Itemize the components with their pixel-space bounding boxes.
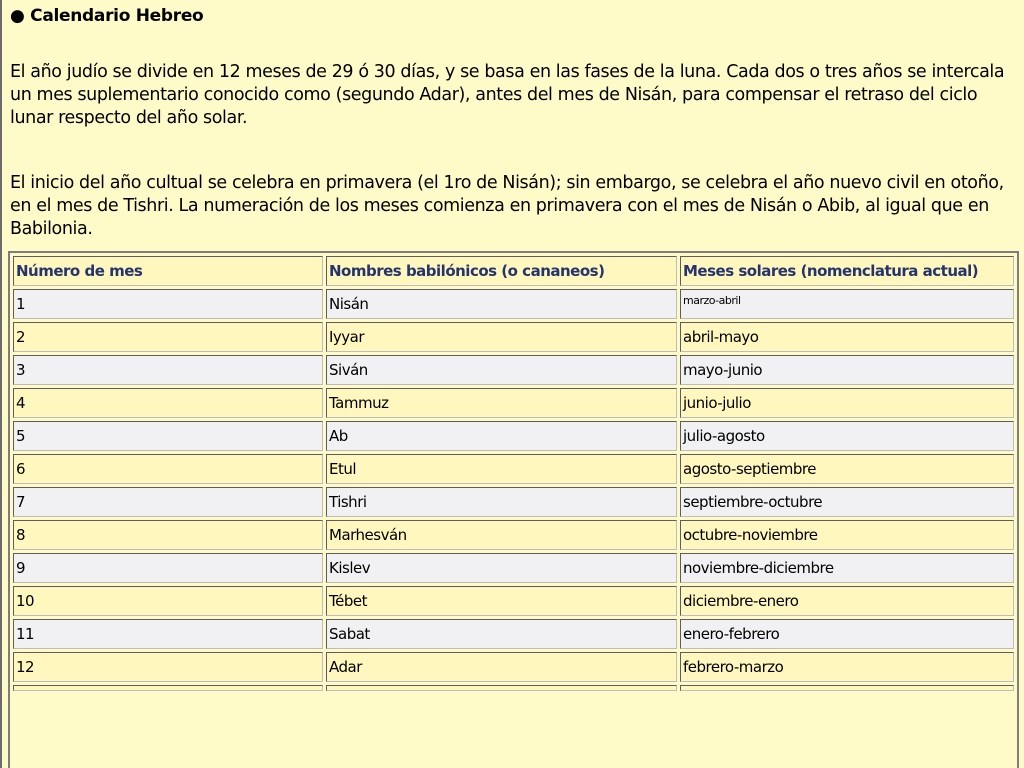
month-number-cell: 10	[13, 586, 323, 616]
month-number-cell: 11	[13, 619, 323, 649]
solar-months-cell: diciembre-enero	[680, 586, 1014, 616]
solar-months-cell: mayo-junio	[680, 355, 1014, 385]
month-number-cell: 9	[13, 553, 323, 583]
babylonian-name-cell: Siván	[326, 355, 677, 385]
month-number-cell: 7	[13, 487, 323, 517]
babylonian-name-cell: Kislev	[326, 553, 677, 583]
babylonian-name-cell: Ab	[326, 421, 677, 451]
table-row	[13, 553, 1014, 583]
months-table	[10, 253, 1017, 694]
babylonian-name-cell: Tishri	[326, 487, 677, 517]
month-number-cell: 8	[13, 520, 323, 550]
solar-months-cell: enero-febrero	[680, 619, 1014, 649]
solar-months-cell: marzo-abril	[680, 289, 1014, 319]
solar-months-cell: octubre-noviembre	[680, 520, 1014, 550]
months-table-container	[8, 251, 1019, 768]
month-number-cell: 5	[13, 421, 323, 451]
table-row	[13, 652, 1014, 682]
solar-months-cell: agosto-septiembre	[680, 454, 1014, 484]
table-row	[13, 487, 1014, 517]
table-row	[13, 355, 1014, 385]
solar-months-cell: abril-mayo	[680, 322, 1014, 352]
month-number-cell: 3	[13, 355, 323, 385]
intro-paragraph: El año judío se divide en 12 meses de 29 ó 30 días, y se basa en las fases de la luna. Cada dos o tres años se intercala un mes suplementario conocido como (segundo Adar), antes del mes de Nisán, para compensar el retraso del ciclo lunar respecto del año solar.	[10, 62, 1005, 128]
empty-cell	[326, 685, 677, 691]
solar-months-cell: septiembre-octubre	[680, 487, 1014, 517]
table-row	[13, 421, 1014, 451]
header-babylonian-names: Nombres babilónicos (o cananeos)	[326, 256, 677, 286]
table-row	[13, 619, 1014, 649]
babylonian-name-cell: Sabat	[326, 619, 677, 649]
babylonian-name-cell: Tébet	[326, 586, 677, 616]
babylonian-name-cell: Iyyar	[326, 322, 677, 352]
solar-months-cell: julio-agosto	[680, 421, 1014, 451]
solar-months-cell: febrero-marzo	[680, 652, 1014, 682]
babylonian-name-cell: Etul	[326, 454, 677, 484]
table-row	[13, 289, 1014, 319]
table-row	[13, 454, 1014, 484]
babylonian-name-cell: Tammuz	[326, 388, 677, 418]
header-month-number: Número de mes	[13, 256, 323, 286]
month-number-cell: 2	[13, 322, 323, 352]
empty-cell	[680, 685, 1014, 691]
solar-months-cell: junio-julio	[680, 388, 1014, 418]
babylonian-name-cell: Adar	[326, 652, 677, 682]
month-number-cell: 4	[13, 388, 323, 418]
header-solar-months: Meses solares (nomenclatura actual)	[680, 256, 1014, 286]
month-number-cell: 12	[13, 652, 323, 682]
month-number-cell: 1	[13, 289, 323, 319]
month-number-cell: 6	[13, 454, 323, 484]
empty-cell	[13, 685, 323, 691]
table-header-row	[13, 256, 1014, 286]
table-row	[13, 520, 1014, 550]
table-row	[13, 388, 1014, 418]
second-paragraph: El inicio del año cultual se celebra en primavera (el 1ro de Nisán); sin embargo, se celebra el año nuevo civil en otoño, en el mes de Tishri. La numeración de los meses comienza en primavera con el mes de Nisán o Abib, al igual que en Babilonia.	[10, 173, 1004, 239]
table-row-empty	[13, 685, 1014, 691]
table-row	[13, 322, 1014, 352]
solar-months-cell: noviembre-diciembre	[680, 553, 1014, 583]
babylonian-name-cell: Marhesván	[326, 520, 677, 550]
table-row	[13, 586, 1014, 616]
babylonian-name-cell: Nisán	[326, 289, 677, 319]
page-title: ● Calendario Hebreo	[10, 6, 204, 26]
